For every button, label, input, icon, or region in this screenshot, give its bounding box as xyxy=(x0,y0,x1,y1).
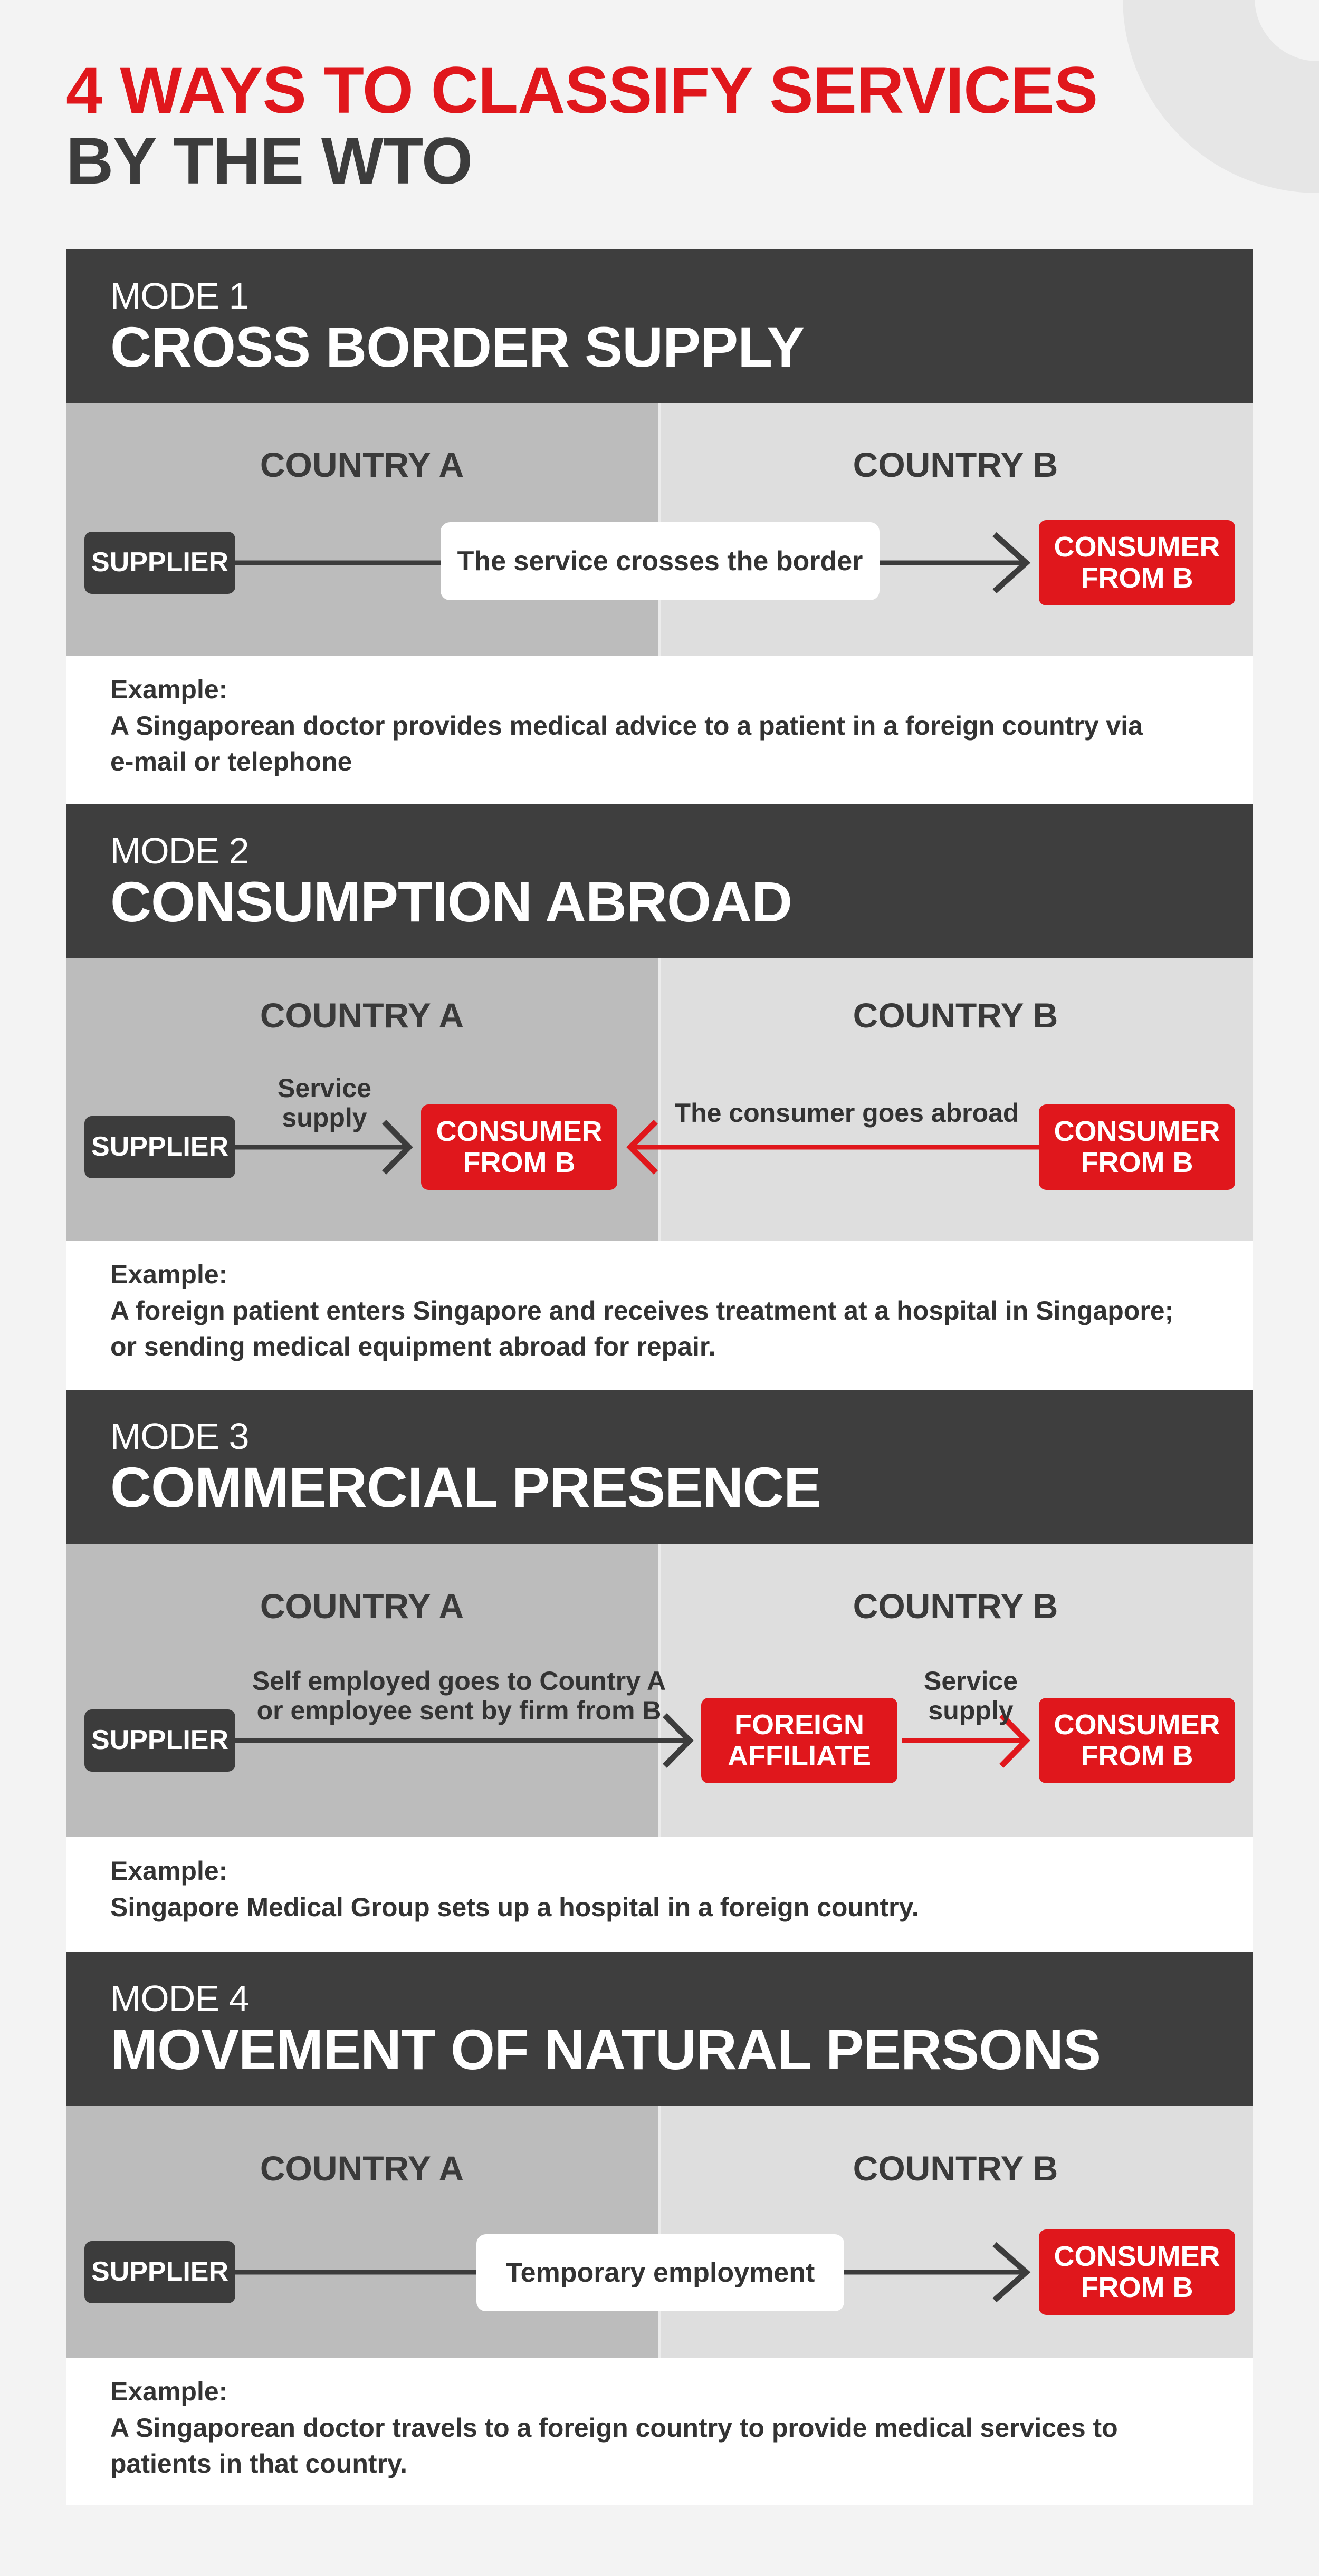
country-b-label: COUNTRY B xyxy=(853,2149,1058,2188)
supplier-box xyxy=(84,532,235,594)
flow-label: Temporary employment xyxy=(476,2234,844,2311)
consumer-line-1: CONSUMER xyxy=(1054,531,1220,563)
supplier-text: SUPPLIER xyxy=(91,2256,229,2287)
country-b-label: COUNTRY B xyxy=(853,445,1058,484)
service-supply-line-1: Service xyxy=(278,1073,371,1103)
consumer-from-b-box xyxy=(1039,1698,1235,1783)
country-b-label: COUNTRY B xyxy=(853,1587,1058,1626)
affiliate-line-2: AFFILIATE xyxy=(728,1740,871,1772)
mode-1-label: MODE 1 xyxy=(110,275,249,316)
service-supply-line-2: supply xyxy=(928,1696,1014,1725)
example-label: Example: xyxy=(110,1856,228,1886)
mode-1-diagram xyxy=(66,403,1253,656)
consumer-line-2: FROM B xyxy=(1081,2272,1193,2303)
consumer-line-2: FROM B xyxy=(1081,562,1193,594)
country-a-label: COUNTRY A xyxy=(260,445,464,484)
consumer-line-2: FROM B xyxy=(1081,1147,1193,1178)
example-line-1: A Singaporean doctor provides medical advice to a patient in a foreign country via xyxy=(110,710,1143,741)
foreign-affiliate-box xyxy=(701,1698,897,1783)
country-a-label: COUNTRY A xyxy=(260,1587,464,1626)
mode-4-header xyxy=(66,1952,1253,2106)
consumer-from-b-box-country-b xyxy=(1039,1104,1235,1190)
supplier-box xyxy=(84,1116,235,1178)
service-supply-caption xyxy=(900,1666,1042,1725)
mode-1-section xyxy=(66,249,1253,804)
consumer-from-b-box xyxy=(1039,2229,1235,2315)
consumer-from-b-box-country-a xyxy=(421,1104,617,1190)
decorative-ring xyxy=(1123,0,1319,193)
mode-3-section xyxy=(66,1390,1253,1952)
mode-4-label: MODE 4 xyxy=(110,1978,249,2019)
mode-2-label: MODE 2 xyxy=(110,830,249,871)
flow-caption xyxy=(232,1666,686,1725)
consumer-line-1: CONSUMER xyxy=(1054,1708,1220,1741)
supplier-text: SUPPLIER xyxy=(91,547,229,578)
mode-1-header xyxy=(66,249,1253,403)
country-b-label: COUNTRY B xyxy=(853,996,1058,1035)
example-label: Example: xyxy=(110,1260,228,1289)
mode-3-diagram xyxy=(66,1544,1253,1837)
mode-2-header xyxy=(66,804,1253,958)
mode-4-diagram xyxy=(66,2106,1253,2358)
supplier-text: SUPPLIER xyxy=(91,1725,229,1756)
mode-2-arrows xyxy=(66,958,1253,1241)
supplier-text: SUPPLIER xyxy=(91,1131,229,1162)
consumer-line-1: CONSUMER xyxy=(1054,2240,1220,2272)
supplier-box xyxy=(84,1709,235,1772)
affiliate-line-1: FOREIGN xyxy=(734,1708,864,1741)
consumer-line-1: CONSUMER xyxy=(1054,1115,1220,1147)
service-supply-line-1: Service xyxy=(924,1666,1018,1696)
flow-caption: The consumer goes abroad xyxy=(674,1098,1019,1128)
example-label: Example: xyxy=(110,675,228,704)
page-title xyxy=(66,55,1097,197)
consumer-line-2: FROM B xyxy=(1081,1740,1193,1772)
mode-4-section xyxy=(66,1952,1253,2505)
example-line-2: or sending medical equipment abroad for repair. xyxy=(110,1332,716,1361)
example-line-1: A foreign patient enters Singapore and receives treatment at a hospital in Singapore; xyxy=(110,1295,1174,1325)
flow-line-2: or employee sent by firm from B xyxy=(256,1696,662,1725)
mode-3-name: COMMERCIAL PRESENCE xyxy=(110,1455,821,1519)
mode-4-name: MOVEMENT OF NATURAL PERSONS xyxy=(110,2017,1101,2081)
example-line-2: patients in that country. xyxy=(110,2449,407,2478)
flow-line-1: Self employed goes to Country A xyxy=(252,1666,666,1696)
mode-2-diagram xyxy=(66,958,1253,1241)
mode-1-example xyxy=(66,656,1253,804)
example-line-2: e-mail or telephone xyxy=(110,747,352,776)
consumer-line-1: CONSUMER xyxy=(436,1115,603,1147)
consumer-line-2: FROM B xyxy=(463,1147,576,1178)
mode-2-section xyxy=(66,804,1253,1390)
mode-3-header xyxy=(66,1390,1253,1544)
mode-1-name: CROSS BORDER SUPPLY xyxy=(110,315,805,379)
mode-2-name: CONSUMPTION ABROAD xyxy=(110,870,792,934)
service-supply-line-2: supply xyxy=(282,1103,367,1132)
consumer-from-b-box xyxy=(1039,520,1235,605)
service-supply-caption xyxy=(253,1073,396,1132)
mode-4-example xyxy=(66,2358,1253,2505)
mode-3-example xyxy=(66,1837,1253,1952)
country-a-label: COUNTRY A xyxy=(260,2149,464,2188)
title-line-1: 4 WAYS TO CLASSIFY SERVICES xyxy=(66,54,1098,127)
mode-3-label: MODE 3 xyxy=(110,1416,249,1457)
example-label: Example: xyxy=(110,2377,228,2406)
title-line-2: BY THE WTO xyxy=(66,124,473,198)
flow-label: The service crosses the border xyxy=(441,522,880,600)
country-a-label: COUNTRY A xyxy=(260,996,464,1035)
mode-2-example xyxy=(66,1241,1253,1390)
example-line-1: Singapore Medical Group sets up a hospital in a foreign country. xyxy=(110,1892,919,1922)
supplier-box xyxy=(84,2241,235,2303)
example-line-1: A Singaporean doctor travels to a foreign country to provide medical services to xyxy=(110,2412,1118,2443)
